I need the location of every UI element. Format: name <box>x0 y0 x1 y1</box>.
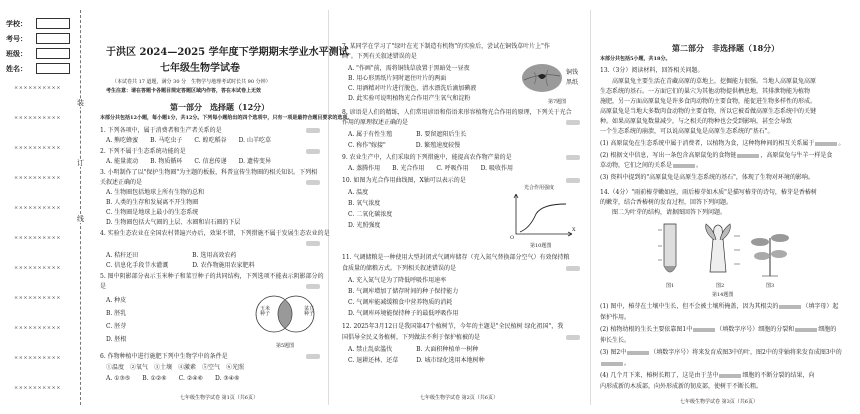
text-line: 13.（3分）阅读材料，回答相关问题。 <box>600 67 704 74</box>
text-line: 生态系统的基石。一方面它们的巢穴为其他动物提供栖息地，其排泄物能为植物 <box>600 88 811 95</box>
text-line: D. 气调库环境能保持种子的最低呼吸作用 <box>348 310 459 317</box>
text-line: C. 生物圈是地球上最小的生态系统 <box>106 209 199 216</box>
text-line: (1) 高原鼠兔在生态系统中属于消费者，以植物为食，这种物种间的相互关系属于 。 <box>600 140 845 147</box>
text-line: C. 退耕还林、还草 D. 城市绿化选用本地树种 <box>348 357 485 364</box>
dotted-line: ×××××××××× <box>14 175 61 181</box>
answer-bracket <box>306 149 320 154</box>
part2-title: 第二部分 非选择题（18分） <box>672 43 780 53</box>
text-line: B. 气调库增加了储存时间的种子保持能力 <box>348 288 459 295</box>
answer-blank <box>719 374 741 378</box>
venn-left-label: 玉米 种子 <box>259 306 270 317</box>
text-line: ①温度 ②氧气 ③土壤 ④激素 ⑤空气 ⑥光照 <box>106 364 245 371</box>
answer-bracket <box>306 128 320 133</box>
text-line: 高原鼠兔主要生活在青藏高原的草地上，挖掘能力很强。当地人高原鼠兔高原 <box>600 78 817 85</box>
part2-instruction: 本部分共包括5小题，共18分。 <box>600 56 671 62</box>
text-line: B. 胚乳 <box>106 310 127 317</box>
answer-bracket <box>566 120 580 125</box>
answer-bracket <box>566 335 580 340</box>
text-line: 国倡导全民义务植树，下列做法不利于保护植被的是 <box>342 334 481 341</box>
text-line: 7. 某同学在学习了"绿叶在光下制造有机物"的实验后，尝试在铜钱草叶片上"作 <box>342 43 550 50</box>
text-line: 保护作用。 <box>600 314 631 321</box>
fig14-caption: 第14题图 <box>712 292 734 298</box>
text-line: D. 光照强度 <box>348 222 381 229</box>
text-line: (1) 图中，椿芽在土壤中生长，但不会被土壤所掩盖，因为其根尖的 （填字母）起 <box>600 303 839 310</box>
venn-diagram <box>248 290 326 348</box>
graph-title: 光合作用强度 <box>524 185 555 191</box>
text-line: D. 胚根 <box>106 336 127 343</box>
dotted-line: ×××××××××× <box>14 205 61 211</box>
text-line: C. 称作"嫁接" D. 繁殖速度较慢 <box>348 142 461 149</box>
class-field[interactable] <box>36 48 70 59</box>
field-label-school: 学校： <box>6 19 27 28</box>
field-label-class: 班级： <box>6 49 27 58</box>
text-line: 1. 下列各项中，属于消费者和生产者关系的是 <box>100 127 222 134</box>
text-line: 内形成新的木质部，向外形成新的韧皮部，使树干不断长粗。 <box>600 383 763 390</box>
exam-info: （本试卷共 17 道题，满分 30 分 生物学与地理考试时长共 90 分钟） <box>112 79 271 85</box>
text-line: 施肥，另一方面高原鼠兔是许多食肉动物的主要食物，能促进生物多样性的形成。 <box>600 98 817 105</box>
leaf-label-tongqian: 铜钱 <box>566 69 579 76</box>
text-line: 11. 气调储粮是一种使用大型封闭式气调库储存（充入氮气替换部分空气）有效保持粮 <box>342 254 570 261</box>
text-line: B. 人类的生存和发展离不开生物圈 <box>106 199 199 206</box>
text-line: B. 用心形黑纸片同时遮住叶片的两面 <box>348 75 447 82</box>
text-line: 6. 作物种植中进行施肥下列中生物学中的条件是 <box>100 353 228 360</box>
text-line: 画"。下列有关叙述错误的是 <box>342 53 417 60</box>
text-line: 草动物，它们之间的关系是 。 <box>600 162 703 169</box>
text-line: A. 禁止乱砍滥伐 B. 大面积种植单一树种 <box>348 346 479 353</box>
text-line: 高原鼠兔是当地大多数肉食动物的主要食物，所以它被看做高原生态系统中的关键 <box>600 108 817 115</box>
seal-char-ding: 订 <box>77 159 84 167</box>
answer-blank <box>673 164 695 168</box>
answer-bracket <box>306 180 320 185</box>
part1-instruction: 本部分共包括12小题，每小题1分，共12分。下列每小题给出的四个选项中，只有一项是最符合题目要求的选项。 <box>100 115 353 121</box>
answer-blank <box>627 351 649 355</box>
answer-bracket <box>566 266 580 271</box>
graph-x-axis: X <box>572 227 576 233</box>
text-line: B. 氧气浓度 <box>348 200 381 207</box>
leaf-label-heizhi: 黑纸 <box>566 79 579 86</box>
text-line: A. 种皮 <box>106 297 127 304</box>
figure-label-1: 图1 <box>666 283 675 289</box>
field-label-exam-number: 考号： <box>6 34 27 43</box>
answer-bracket <box>306 241 320 246</box>
part1-title: 第一部分 选择题（12分） <box>170 102 270 112</box>
text-line: 食质量的储粮方式。下列相关叙述错误的是 <box>342 265 457 272</box>
graph-caption: 第10题图 <box>530 243 552 249</box>
fig7-caption: 第7题图 <box>548 99 567 105</box>
dotted-line: ×××××××××× <box>14 265 61 271</box>
text-line: 关叙述正确的是 <box>100 179 143 186</box>
answer-blank <box>693 328 715 332</box>
school-field[interactable] <box>36 18 70 29</box>
text-line: A. 蒸腾作用 B. 光合作用 C. 呼吸作用 D. 吸收作用 <box>348 165 513 172</box>
text-line: 12. 2025年3月12日是我国第47个植树节，今年的主题是"全民植树 绿化祖国"，我 <box>342 323 564 330</box>
text-line: 是 <box>100 283 107 290</box>
text-line: A. 充入氮气是为了降低呼吸作用速率 <box>348 277 447 284</box>
field-label-name: 姓名： <box>6 64 27 73</box>
answer-blank <box>779 305 801 309</box>
text-line: A. 熊吃蜂蜜 B. 马吃虫子 C. 蝗吃稻谷 D. 山羊吃草 <box>106 137 271 144</box>
venn-right-label: 菜豆 种子 <box>303 306 314 317</box>
text-line: 10. 如图为光合作用曲线图，X轴可以表示的是 <box>342 177 466 184</box>
exam-number-field[interactable] <box>36 33 70 44</box>
dotted-line: ×××××××××× <box>14 385 61 391</box>
text-line: (2) 植物幼根的生长主要依靠图1中 （填数字序号）细胞的分裂和 细胞的 <box>600 326 837 333</box>
text-line: 一个生态系统的崩溃，可以说高原鼠兔是高原生态系统的"基石"。 <box>600 128 774 135</box>
text-line: 4. 实验生态农业在全国农村普遍兴办后，效果不错，下列措施不属于发展生态农业的是 <box>100 230 330 237</box>
seal-char-xian: 线 <box>77 215 84 223</box>
text-line: A. "作画"前，需将铜钱草放置于黑暗处一昼夜 <box>348 65 470 72</box>
figure-label-3: 图3 <box>766 283 775 289</box>
text-line: 的嫩芽，结合香椿树的发育过程，回答下列问题。 <box>600 199 733 206</box>
text-line: 8. 谚语是人们的精练，人们常用谚语和俗语来形容植物光合作用的原理，下列关于光合 <box>342 109 572 116</box>
text-line: D. 生物圈包括大气圈的上层、水圈和岩石圈的下层 <box>106 219 241 226</box>
dotted-line: ×××××××××× <box>14 355 61 361</box>
text-line: C. 胚芽 <box>106 323 127 330</box>
text-line: 5. 图中阴影部分表示玉米种子和菜豆种子的共同结构，下列选项不能表示阴影部分的 <box>100 273 324 280</box>
column-divider <box>328 10 329 405</box>
text-line: A. 属于有性生殖 B. 要留遮阳后生长 <box>348 131 467 138</box>
graph-origin: O <box>510 235 515 241</box>
text-line: D. 此实验可说明植物光合作用产生氧气和淀粉 <box>348 95 471 102</box>
text-line: A. ①③⑤ B. ①②⑥ C. ②④⑥ D. ③④⑥ <box>106 375 240 382</box>
name-field[interactable] <box>36 63 70 74</box>
text-line: 2. 下列不属于生态系统功能的是 <box>100 148 186 155</box>
dotted-line: ×××××××××× <box>14 295 61 301</box>
text-line: A. 能量流动 B. 物质循环 C. 信息传递 D. 遗传变异 <box>106 158 271 165</box>
answer-bracket <box>306 284 320 289</box>
text-line: 14.（4分）"雨前椿芽嫩如丝，雨后椿芽如木质"是描写椿芽的诗句，椿芽是香椿树 <box>600 189 817 196</box>
exam-subtitle: 七年级生物学试卷 <box>160 63 240 74</box>
answer-blank <box>815 142 837 146</box>
answer-bracket <box>566 155 580 160</box>
dotted-line: ×××××××××× <box>14 85 61 91</box>
text-line: 3. 小明制作了以"保护生物圈"为主题的板报，科普宣传生物圈的相关知识。下列相 <box>100 169 318 176</box>
text-line: 伸长生长。 <box>600 337 631 344</box>
dotted-line: ×××××××××× <box>14 235 61 241</box>
exam-note: 考生注意：请在答题卡各题目规定答题区域内作答，答在本试卷上无效 <box>106 88 262 94</box>
column-divider <box>590 10 591 405</box>
answer-bracket <box>566 178 580 183</box>
text-line: (4) 几个月下来，椿树长粗了，这是由于茎中 细胞的不断分裂的结果，向 <box>600 372 815 379</box>
photosynthesis-graph <box>506 192 576 242</box>
figure-label-2: 图2 <box>716 283 725 289</box>
text-line: C. 信息化手段节水灌溉 D. 农作物施用农家肥料 <box>106 262 255 269</box>
seal-line <box>80 10 81 405</box>
page-footer: 七年级生物学试卷 第1页（共6页） <box>180 395 258 401</box>
text-line: C. 二氧化碳浓度 <box>348 211 393 218</box>
text-line: 9. 农业生产中，人们采取的下列措施中，能提高农作物产量的是 <box>342 154 512 161</box>
text-line: (2) 根据文中信息，写出一条包含高原鼠兔的食物链 ，高原鼠兔与牛羊一样是食 <box>600 152 833 159</box>
text-line: A. 温度 <box>348 189 369 196</box>
dotted-line: ×××××××××× <box>14 145 61 151</box>
dotted-line: ×××××××××× <box>14 325 61 331</box>
text-line: 作用的原理叙述正确的是 <box>342 119 409 126</box>
text-line: (3) 图2中 （填数字序号）将来发育成图3中的叶，图2中的芽轴将来发育成图3中的 <box>600 349 842 356</box>
text-line: (3) 资料中提到的"高原鼠兔是高原生态系统的基石"，体现了生物对环境的影响。 <box>600 174 814 181</box>
answer-blank <box>795 328 817 332</box>
page-footer: 七年级生物学试卷 第3页（共6页） <box>680 399 758 405</box>
leaf-illustration <box>520 62 564 94</box>
text-line: A. 秸秆还田 B. 选用高效农药 <box>106 252 237 259</box>
text-line: 。 <box>600 361 630 367</box>
text-line: A. 生物圈包括地球上所有生物的总和 <box>106 189 205 196</box>
answer-bracket <box>306 354 320 359</box>
text-line: C. 用酒精对叶片进行脱色，清水漂洗后滴加碘液 <box>348 85 477 92</box>
text-line: C. 气调库能减缓粮食中营养物质的消耗 <box>348 299 453 306</box>
exam-title: 于洪区 2024—2025 学年度下学期期末学业水平测试 <box>106 47 349 58</box>
page-footer: 七年级生物学试卷 第2页（共6页） <box>420 395 498 401</box>
text-line: 图二为叶芽的结构，请据图回答下列问题。 <box>600 209 727 216</box>
plant-figures <box>650 220 810 282</box>
seal-char-zhuang: 装 <box>77 99 84 107</box>
dotted-line: ×××××××××× <box>14 115 61 121</box>
venn-caption: 第5题图 <box>276 343 295 349</box>
text-line: 种。如果高原鼠兔数量减少，与之相关的物种也会受到影响，甚至会导致 <box>600 118 793 125</box>
answer-blank <box>601 362 623 366</box>
answer-blank <box>737 154 759 158</box>
